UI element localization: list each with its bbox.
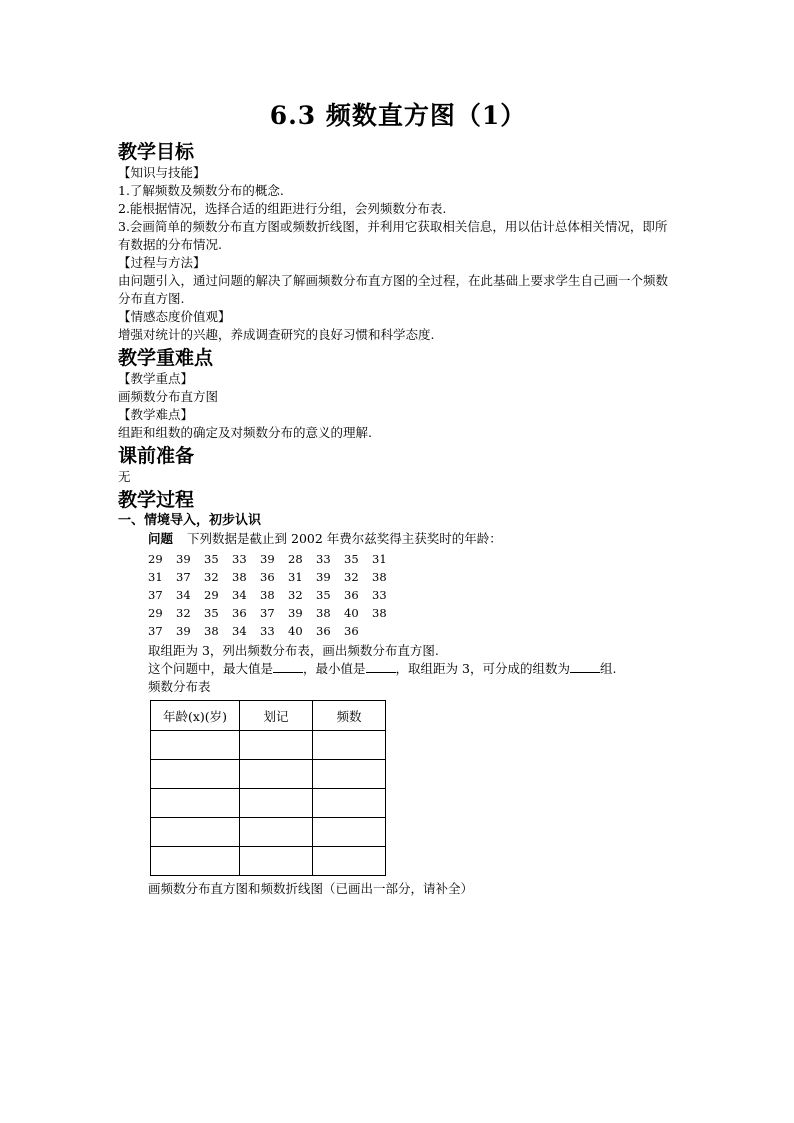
ages-row	[148, 586, 678, 604]
age-value: 40	[288, 624, 303, 638]
age-value: 35	[204, 606, 219, 620]
age-value: 28	[288, 552, 303, 566]
age-value: 39	[176, 552, 191, 566]
knowledge-item: 3.会画简单的频数分布直方图或频数折线图，并利用它获取相关信息，用以估计总体相关情况，即所有数据的分布情况.	[118, 219, 668, 252]
answer-blank[interactable]	[273, 660, 303, 673]
age-value: 39	[288, 606, 303, 620]
ages-row	[148, 622, 678, 640]
age-value: 37	[148, 624, 163, 638]
age-value: 39	[260, 552, 275, 566]
age-value: 32	[344, 570, 359, 584]
table-cell[interactable]	[313, 731, 386, 760]
answer-blank[interactable]	[366, 660, 396, 673]
age-value: 39	[176, 624, 191, 638]
table-cell[interactable]	[313, 818, 386, 847]
table-header-cell: 频数	[313, 701, 386, 731]
age-value: 38	[260, 588, 275, 602]
age-value: 34	[232, 588, 247, 602]
ages-row	[148, 568, 678, 586]
question-line	[148, 530, 678, 548]
age-value: 36	[232, 606, 247, 620]
table-cell[interactable]	[240, 731, 313, 760]
question-text: 下列数据是截止到 2002 年费尔兹奖得主获奖时的年龄：	[187, 531, 502, 546]
age-value: 32	[204, 570, 219, 584]
difficulty-text: 组距和组数的确定及对频数分布的意义的理解.	[118, 425, 372, 440]
knowledge-label: 【知识与技能】	[118, 165, 206, 180]
question-label: 问题	[148, 531, 174, 546]
age-value: 35	[204, 552, 219, 566]
table-row	[151, 789, 386, 818]
prep-text: 无	[118, 469, 131, 484]
age-value: 31	[372, 552, 387, 566]
difficulty-label: 【教学难点】	[118, 407, 194, 422]
knowledge-item: 1.了解频数及频数分布的概念.	[118, 183, 284, 198]
age-value: 38	[372, 570, 387, 584]
table-cell[interactable]	[313, 847, 386, 876]
table-cell[interactable]	[240, 760, 313, 789]
table-cell[interactable]	[240, 847, 313, 876]
table-cell[interactable]	[313, 760, 386, 789]
fill-text-part: 组.	[599, 661, 617, 676]
focus-text: 画频数分布直方图	[118, 389, 219, 404]
table-cell[interactable]	[151, 789, 240, 818]
attitude-label: 【情感态度价值观】	[118, 309, 231, 324]
table-cell[interactable]	[240, 818, 313, 847]
task-text: 取组距为 3，列出频数分布表，画出频数分布直方图.	[148, 643, 439, 658]
document-page	[118, 96, 678, 898]
age-value: 34	[176, 588, 191, 602]
age-value: 34	[232, 624, 247, 638]
age-value: 29	[148, 552, 163, 566]
table-row	[151, 818, 386, 847]
age-value: 37	[148, 588, 163, 602]
fill-text-part: ，最小值是	[303, 661, 366, 676]
age-value: 39	[316, 570, 331, 584]
goals-heading: 教学目标	[118, 141, 195, 163]
process-method-text: 由问题引入，通过问题的解决了解画频数分布直方图的全过程，在此基础上要求学生自己画一个频数分布直方图.	[118, 273, 669, 306]
page-title: 6.3 频数直方图（1）	[269, 101, 527, 130]
question-block	[118, 530, 678, 898]
table-caption: 频数分布表	[148, 679, 211, 694]
table-cell[interactable]	[151, 731, 240, 760]
table-cell[interactable]	[313, 789, 386, 818]
age-value: 37	[176, 570, 191, 584]
ages-row	[148, 604, 678, 622]
age-value: 29	[204, 588, 219, 602]
process-heading: 教学过程	[118, 489, 195, 511]
age-value: 32	[176, 606, 191, 620]
frequency-table	[150, 700, 386, 876]
age-value: 33	[372, 588, 387, 602]
section-heading: 一、情境导入，初步认识	[118, 513, 262, 528]
table-header-cell: 划记	[240, 701, 313, 731]
table-row	[151, 847, 386, 876]
key-points-heading: 教学重难点	[118, 347, 214, 369]
age-value: 36	[344, 588, 359, 602]
prep-heading: 课前准备	[118, 445, 195, 467]
age-value: 36	[344, 624, 359, 638]
age-value: 38	[316, 606, 331, 620]
fill-in-question	[148, 660, 678, 678]
knowledge-item: 2.能根据情况，选择合适的组距进行分组，会列频数分布表.	[118, 201, 447, 216]
age-value: 36	[316, 624, 331, 638]
table-row	[151, 731, 386, 760]
table-header-row	[151, 701, 386, 731]
fill-text-part: ，取组距为 3，可分成的组数为	[395, 661, 570, 676]
age-value: 32	[288, 588, 303, 602]
table-row	[151, 760, 386, 789]
table-header-cell: 年龄(x)(岁)	[151, 701, 240, 731]
table-cell[interactable]	[151, 847, 240, 876]
age-value: 38	[372, 606, 387, 620]
age-value: 29	[148, 606, 163, 620]
age-value: 33	[260, 624, 275, 638]
age-value: 35	[344, 552, 359, 566]
closing-text: 画频数分布直方图和频数折线图（已画出一部分，请补全）	[148, 881, 474, 896]
age-value: 33	[316, 552, 331, 566]
table-cell[interactable]	[240, 789, 313, 818]
age-value: 40	[344, 606, 359, 620]
age-value: 36	[260, 570, 275, 584]
attitude-text: 增强对统计的兴趣，养成调查研究的良好习惯和科学态度.	[118, 327, 435, 342]
age-value: 35	[316, 588, 331, 602]
age-value: 33	[232, 552, 247, 566]
age-value: 31	[148, 570, 163, 584]
ages-row	[148, 550, 678, 568]
answer-blank[interactable]	[570, 660, 600, 673]
age-value: 37	[260, 606, 275, 620]
age-value: 38	[204, 624, 219, 638]
focus-label: 【教学重点】	[118, 371, 194, 386]
fill-text-part: 这个问题中，最大值是	[148, 661, 274, 676]
age-value: 31	[288, 570, 303, 584]
age-value: 38	[232, 570, 247, 584]
ages-data-grid	[148, 550, 678, 640]
table-cell[interactable]	[151, 818, 240, 847]
table-cell[interactable]	[151, 760, 240, 789]
process-method-label: 【过程与方法】	[118, 255, 206, 270]
